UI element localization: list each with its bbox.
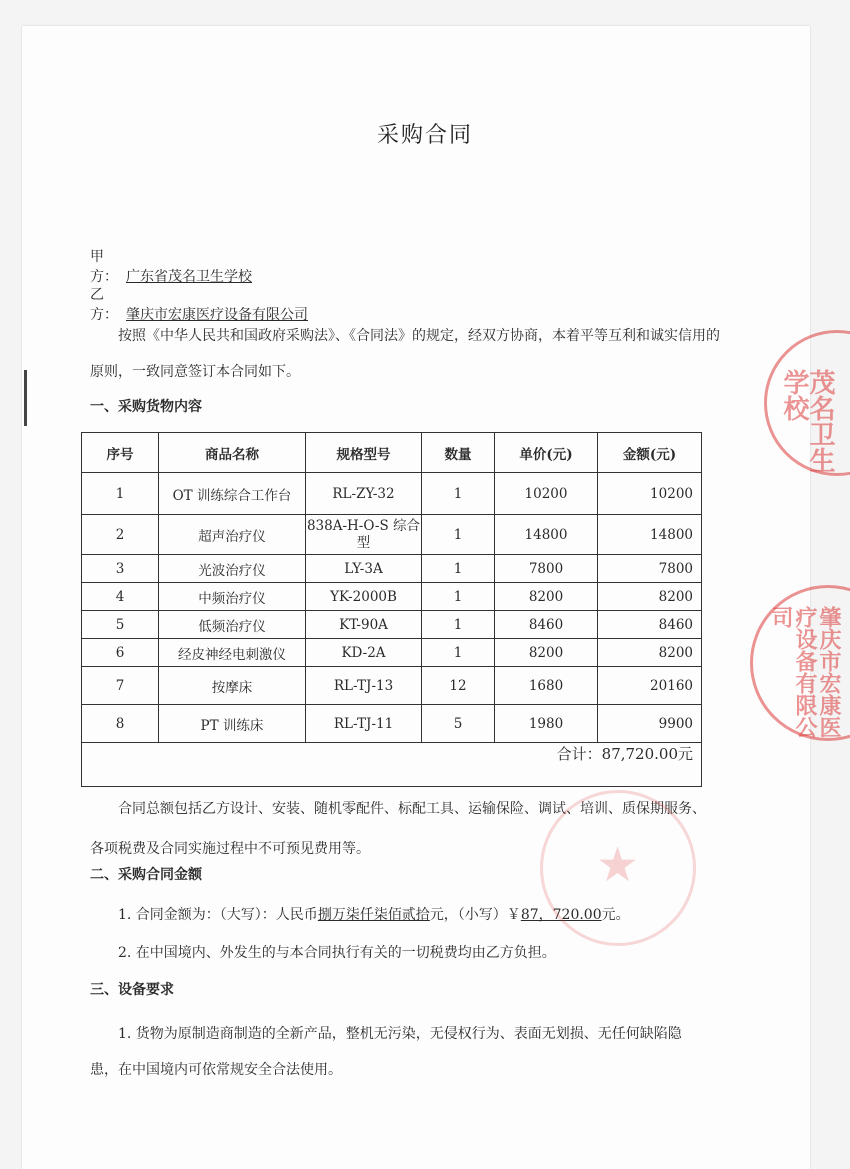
cell: 20160 xyxy=(598,667,702,705)
party-a xyxy=(90,246,252,286)
cell: OT 训练综合工作台 xyxy=(159,473,306,515)
cell: 超声治疗仪 xyxy=(159,515,306,555)
header-qty: 数量 xyxy=(422,433,495,473)
cell: 12 xyxy=(422,667,495,705)
cell: KT-90A xyxy=(306,611,422,639)
goods-table xyxy=(81,432,702,787)
party-b-name: 肇庆市宏康医疗设备有限公司 xyxy=(126,307,308,323)
amount-mid: 元，（小写）￥ xyxy=(429,907,521,923)
table-row xyxy=(82,667,702,705)
cell: 1 xyxy=(422,473,495,515)
amount-prefix: 1. 合同金额为：（大写）：人民币 xyxy=(118,907,318,923)
table-row xyxy=(82,555,702,583)
header-name: 商品名称 xyxy=(159,433,306,473)
cell: 中频治疗仪 xyxy=(159,583,306,611)
cell: RL-TJ-13 xyxy=(306,667,422,705)
seal-text: 茂名卫生学校 xyxy=(779,369,835,473)
equipment-paragraph: 1. 货物为原制造商制造的全新产品，整机无污染，无侵权行为、表面无划损、无任何缺陷隐患，在中国境内可依常规安全合法使用。 xyxy=(90,1026,682,1078)
party-a-name: 广东省茂名卫生学校 xyxy=(126,269,252,285)
cell: 8460 xyxy=(495,611,598,639)
cell: LY-3A xyxy=(306,555,422,583)
cell: 1 xyxy=(422,555,495,583)
cell: 2 xyxy=(82,515,159,555)
cell: 经皮神经电刺激仪 xyxy=(159,639,306,667)
cell: RL-TJ-11 xyxy=(306,705,422,743)
cell: 5 xyxy=(422,705,495,743)
cell: 8200 xyxy=(495,639,598,667)
cell: 8 xyxy=(82,705,159,743)
cell: 1980 xyxy=(495,705,598,743)
party-a-label: 甲 方： xyxy=(90,249,118,285)
cell: 1 xyxy=(422,583,495,611)
section-1-heading: 一、采购货物内容 xyxy=(90,399,202,415)
cell: 3 xyxy=(82,555,159,583)
party-b-label: 乙 方： xyxy=(90,287,118,323)
cell: 8200 xyxy=(495,583,598,611)
cell: 1 xyxy=(422,515,495,555)
header-price: 单价(元) xyxy=(495,433,598,473)
cell: 14800 xyxy=(495,515,598,555)
star-icon: ★ xyxy=(596,837,640,893)
cell: 7800 xyxy=(495,555,598,583)
cell: 10200 xyxy=(495,473,598,515)
table-row xyxy=(82,583,702,611)
cell: 1 xyxy=(422,639,495,667)
cell: 8200 xyxy=(598,583,702,611)
cell: 6 xyxy=(82,639,159,667)
scan-mark xyxy=(24,370,27,426)
cell: YK-2000B xyxy=(306,583,422,611)
amount-lower: 87，720.00 xyxy=(520,907,602,923)
cell: 7800 xyxy=(598,555,702,583)
cell: 8460 xyxy=(598,611,702,639)
table-header-row xyxy=(82,433,702,473)
table-row xyxy=(82,611,702,639)
amount-upper: 捌万柒仟柒佰贰拾 xyxy=(317,907,430,923)
note-paragraph: 合同总额包括乙方设计、安装、随机零配件、标配工具、运输保险、调试、培训、质保期服务、各项税费及合同实施过程中不可预见费用等。 xyxy=(90,801,706,857)
table-row xyxy=(82,639,702,667)
cell: 1 xyxy=(82,473,159,515)
table-row xyxy=(82,473,702,515)
cell: 10200 xyxy=(598,473,702,515)
table-row xyxy=(82,515,702,555)
total-amount: 合计：87,720.00元 xyxy=(82,743,702,787)
cell: 8200 xyxy=(598,639,702,667)
seal-icon xyxy=(540,790,696,946)
cell: PT 训练床 xyxy=(159,705,306,743)
intro-paragraph: 按照《中华人民共和国政府采购法》、《合同法》的规定，经双方协商，本着平等互利和诚实信用的原则，一致同意签订本合同如下。 xyxy=(90,328,720,380)
cell: 14800 xyxy=(598,515,702,555)
section-3-heading: 三、设备要求 xyxy=(90,982,174,998)
tax-line: 2. 在中国境内、外发生的与本合同执行有关的一切税费均由乙方负担。 xyxy=(118,945,556,961)
table-total-row xyxy=(82,743,702,787)
cell: 1680 xyxy=(495,667,598,705)
amount-suffix: 元。 xyxy=(601,907,630,923)
cell: 838A-H-O-S 综合型 xyxy=(306,515,422,555)
cell: RL-ZY-32 xyxy=(306,473,422,515)
header-index: 序号 xyxy=(82,433,159,473)
contract-title: 采购合同 xyxy=(376,123,473,148)
cell: KD-2A xyxy=(306,639,422,667)
header-amount: 金额(元) xyxy=(598,433,702,473)
cell: 7 xyxy=(82,667,159,705)
section-2-heading: 二、采购合同金额 xyxy=(90,867,202,883)
seal-text: 肇庆市宏康医疗设备有限公司 xyxy=(768,606,842,738)
cell: 9900 xyxy=(598,705,702,743)
header-spec: 规格型号 xyxy=(306,433,422,473)
table-row xyxy=(82,705,702,743)
cell: 光波治疗仪 xyxy=(159,555,306,583)
cell: 4 xyxy=(82,583,159,611)
cell: 1 xyxy=(422,611,495,639)
cell: 5 xyxy=(82,611,159,639)
cell: 低频治疗仪 xyxy=(159,611,306,639)
cell: 按摩床 xyxy=(159,667,306,705)
